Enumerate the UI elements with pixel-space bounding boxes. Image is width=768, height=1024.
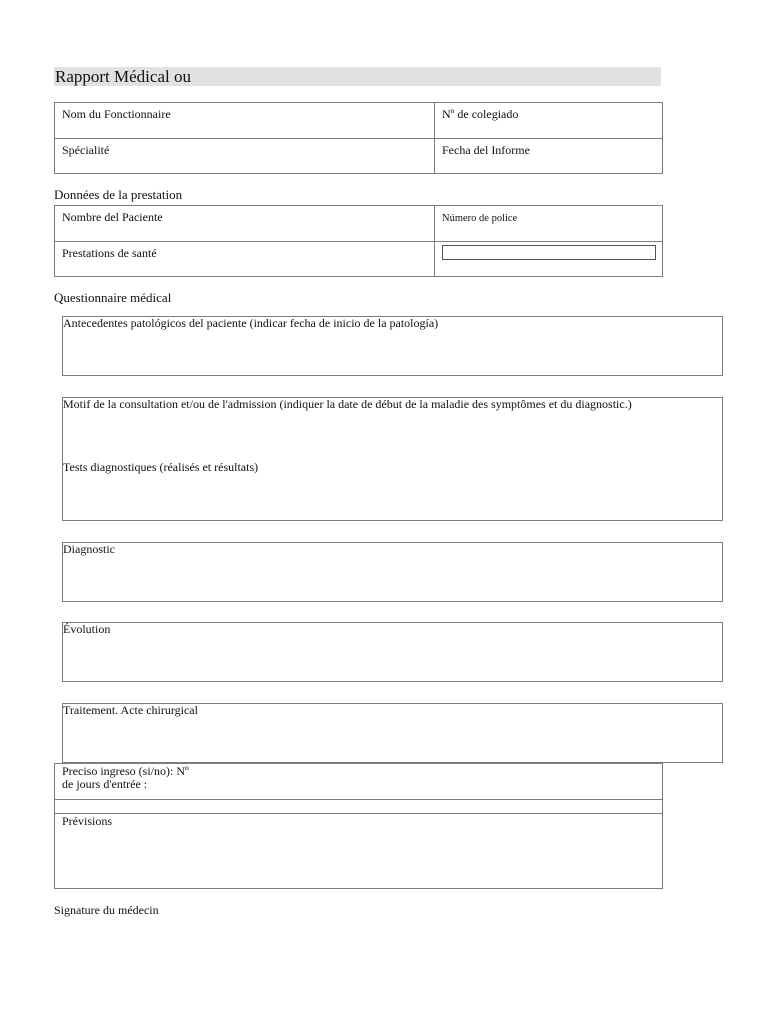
nom-fonctionnaire-cell <box>55 103 435 138</box>
ingreso-cell <box>55 764 662 799</box>
empty-cell <box>55 800 662 813</box>
ingreso-label-line1: Preciso ingreso (si/no): Nº <box>62 764 189 778</box>
table-row <box>55 206 662 241</box>
specialite-cell <box>55 139 435 173</box>
table-row <box>55 764 662 799</box>
colegiado-cell <box>435 103 662 138</box>
section-heading-prestation: Données de la prestation <box>54 187 183 202</box>
nombre-paciente-label: Nombre del Paciente <box>62 210 163 224</box>
prestations-sante-input[interactable] <box>442 245 656 260</box>
traitement-label: Traitement. Acte chirurgical <box>63 703 198 717</box>
numero-police-label: Número de police <box>442 213 518 224</box>
prestations-sante-cell <box>55 242 435 276</box>
prestations-sante-label: Prestations de santé <box>62 246 157 260</box>
ingreso-label-line2: de jours d'entrée : <box>62 777 148 791</box>
diagnostic-box <box>62 542 723 602</box>
prestations-sante-input-cell <box>435 242 662 276</box>
specialite-label: Spécialité <box>62 143 110 157</box>
antecedentes-box <box>62 316 723 376</box>
fecha-informe-cell <box>435 139 662 173</box>
table-row <box>55 241 662 276</box>
evolution-box <box>62 622 723 682</box>
previsions-label: Prévisions <box>62 814 113 828</box>
nom-fonctionnaire-label: Nom du Fonctionnaire <box>62 107 171 121</box>
section-heading-questionnaire: Questionnaire médical <box>54 290 172 305</box>
colegiado-label: Nº de colegiado <box>442 107 519 121</box>
signature-label: Signature du médecin <box>54 903 159 917</box>
fecha-informe-label: Fecha del Informe <box>442 143 530 157</box>
motif-consultation-box <box>62 397 723 521</box>
table-row <box>55 103 662 138</box>
report-title: Rapport Médical ou <box>54 67 661 86</box>
diagnostic-label: Diagnostic <box>63 542 115 556</box>
admission-table <box>54 763 663 889</box>
evolution-label: Évolution <box>63 622 111 636</box>
antecedentes-label: Antecedentes patológicos del paciente (indicar fecha de inicio de la patología) <box>63 316 439 330</box>
motif-consultation-label: Motif de la consultation et/ou de l'admission (indiquer la date de début de la maladie des symptômes et du diagnostic.) <box>63 397 632 411</box>
previsions-cell <box>55 814 662 888</box>
prestation-table <box>54 205 663 277</box>
identification-table <box>54 102 663 174</box>
traitement-box <box>62 703 723 763</box>
numero-police-cell <box>435 206 662 241</box>
tests-diagnostiques-label: Tests diagnostiques (réalisés et résultats) <box>63 460 259 474</box>
table-row <box>55 799 662 813</box>
table-row <box>55 813 662 888</box>
nombre-paciente-cell <box>55 206 435 241</box>
table-row <box>55 138 662 173</box>
